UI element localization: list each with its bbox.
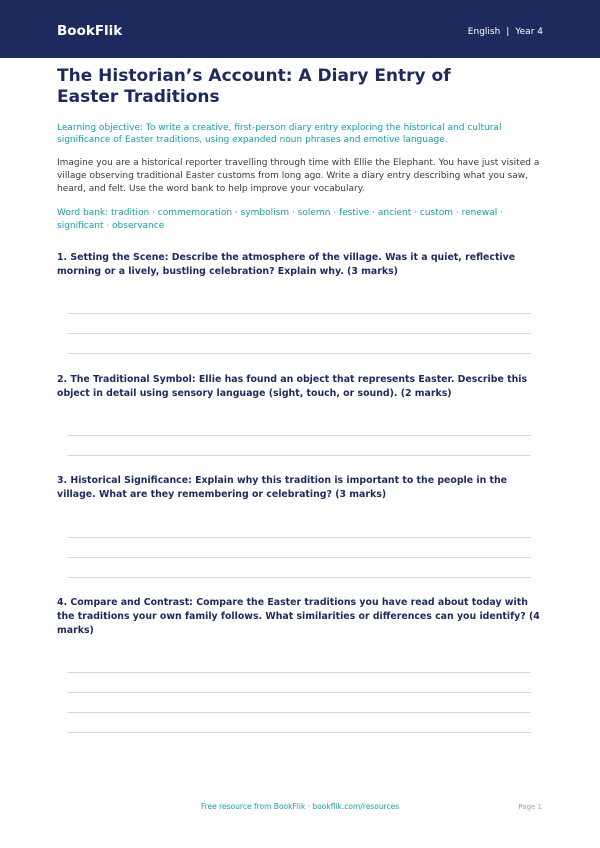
intro-paragraph: Imagine you are a historical reporter travelling through time with Ellie the Elephant. You have just visited a village observing traditional Easter customs from long ago. Write a diary entry describing what you saw, heard, and felt. Use the word bank to help improve your vocabulary. bbox=[57, 158, 540, 194]
page-number: Page 1 bbox=[518, 803, 542, 811]
subject-year bbox=[468, 27, 543, 37]
year-label: Year 4 bbox=[515, 27, 543, 37]
meta-separator: | bbox=[506, 27, 510, 37]
page-header bbox=[0, 0, 600, 58]
question-2: 2. The Traditional Symbol: Ellie has found an object that represents Easter. Describe this object in detail using sensory language (sight, touch, or sound). (2 marks) bbox=[57, 374, 528, 399]
subject-label: English bbox=[467, 27, 501, 37]
answer-line[interactable] bbox=[68, 732, 531, 733]
answer-line[interactable] bbox=[68, 557, 531, 558]
answer-line[interactable] bbox=[68, 435, 531, 436]
answer-line[interactable] bbox=[68, 537, 531, 538]
answer-line[interactable] bbox=[68, 577, 531, 578]
answer-line[interactable] bbox=[68, 672, 531, 673]
answer-line[interactable] bbox=[68, 313, 531, 314]
word-bank: Word bank: tradition · commemoration · symbolism · solemn · festive · ancient · custom · renewal · significant · observance bbox=[57, 208, 503, 231]
page-title: The Historian’s Account: A Diary Entry of Easter Traditions bbox=[57, 66, 451, 107]
answer-line[interactable] bbox=[68, 692, 531, 693]
answer-line[interactable] bbox=[68, 353, 531, 354]
question-1: 1. Setting the Scene: Describe the atmosphere of the village. Was it a quiet, reflective morning or a lively, bustling celebration? Explain why. (3 marks) bbox=[57, 252, 516, 277]
learning-objective: Learning objective: To write a creative, first-person diary entry exploring the historical and cultural significance of Easter traditions, using expanded noun phrases and emotive language. bbox=[57, 123, 502, 145]
answer-line[interactable] bbox=[68, 712, 531, 713]
question-4: 4. Compare and Contrast: Compare the Easter traditions you have read about today with the traditions your own family follows. What similarities or differences can you identify? (4 marks) bbox=[57, 597, 540, 636]
answer-line[interactable] bbox=[68, 333, 531, 334]
footer-credit[interactable]: Free resource from BookFlik · bookflik.com/resources bbox=[200, 802, 400, 811]
question-3: 3. Historical Significance: Explain why this tradition is important to the people in the village. What are they remembering or celebrating? (3 marks) bbox=[57, 475, 508, 500]
brand-logo[interactable]: BookFlik bbox=[57, 23, 123, 39]
answer-line[interactable] bbox=[68, 455, 531, 456]
